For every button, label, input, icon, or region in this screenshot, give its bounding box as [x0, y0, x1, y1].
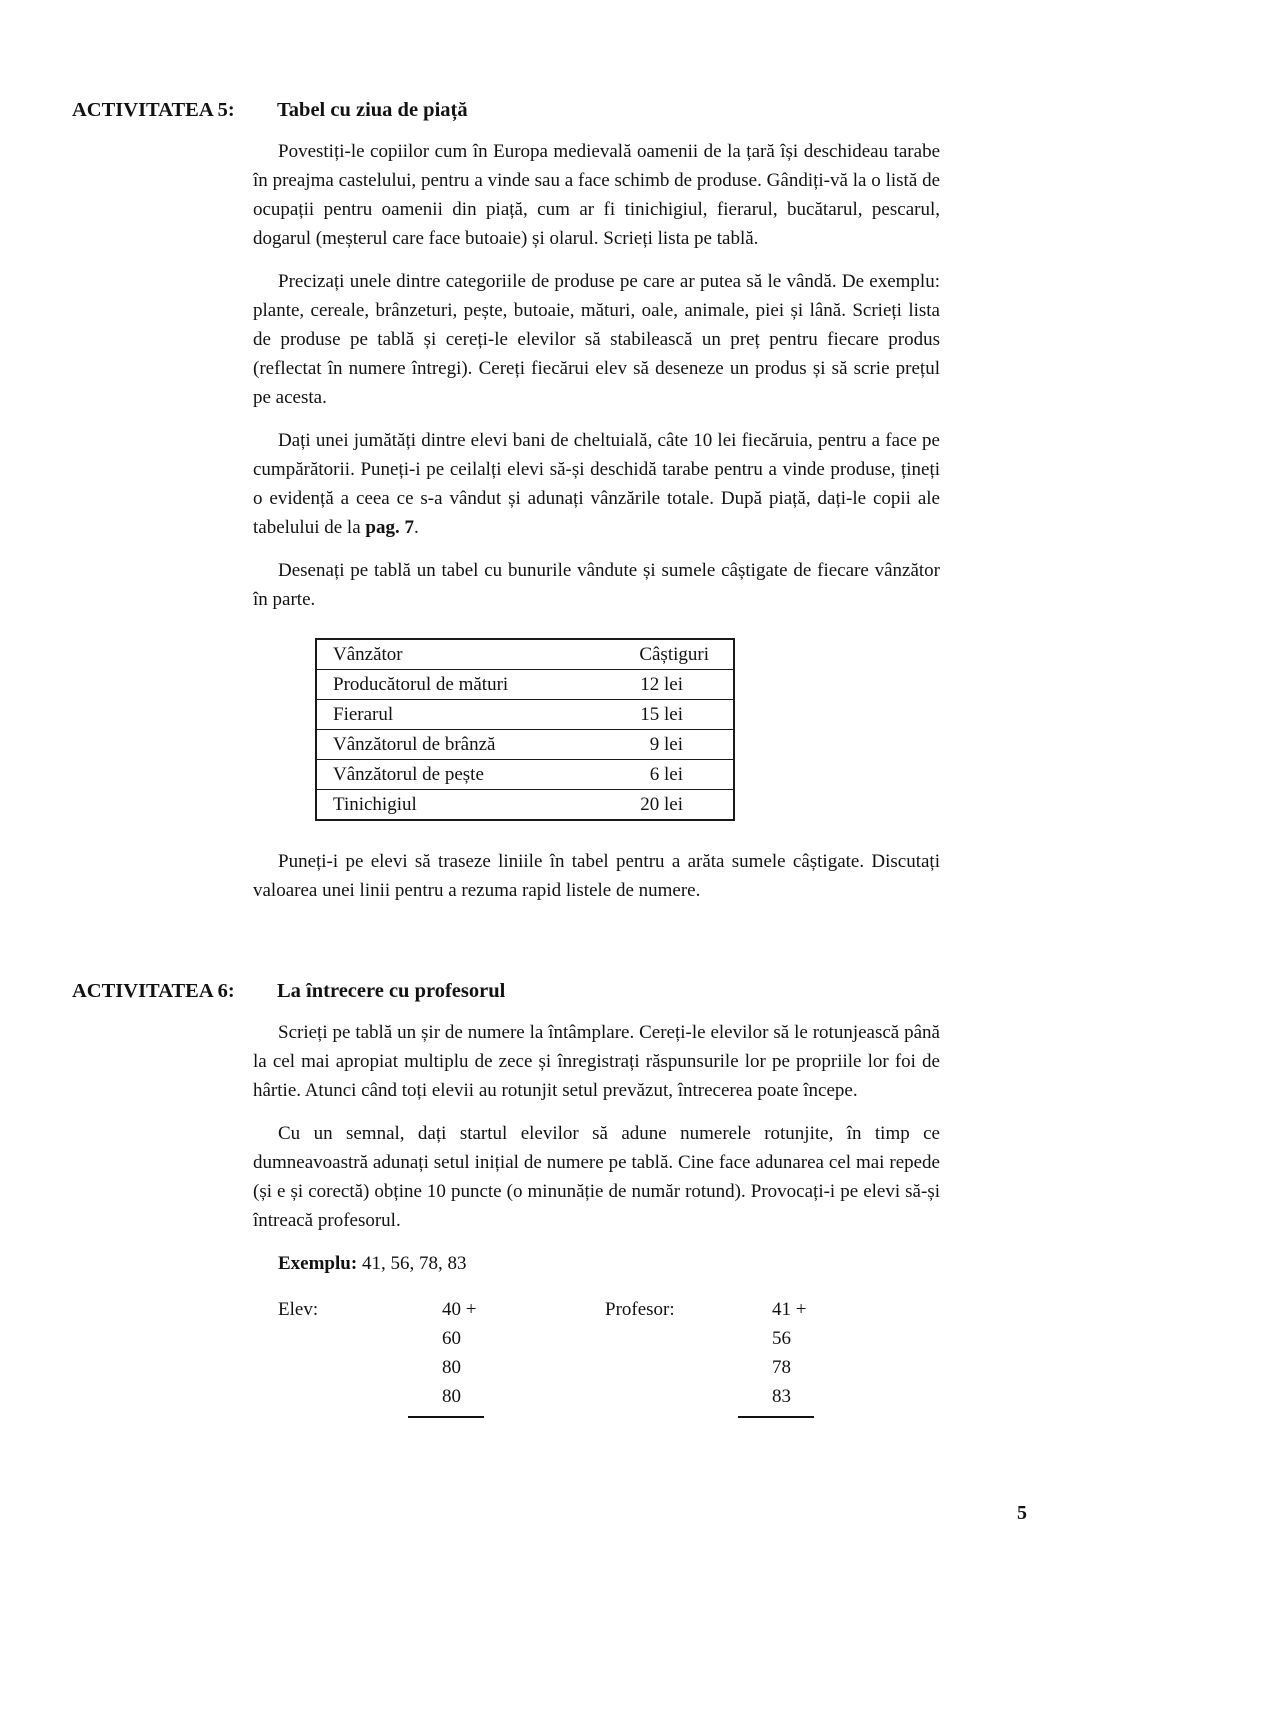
paragraph-race: Cu un semnal, dați startul elevilor să adune numerele rotunjite, în timp ce dumneavoastră adunați setul inițial de numere pe tablă. Cine face adunarea cel mai repede (și e și corectă) obține 10 puncte (o minunăție de număr rotund). Provocați-i pe elevi să-și întreacă profesorul. [253, 1123, 940, 1231]
paragraph-text: . [413, 517, 419, 538]
activity-5-label: ACTIVITATEA 5: [72, 99, 235, 121]
activity-6-title: La întrecere cu profesorul [277, 980, 506, 1002]
teacher-number-line: 78 [772, 1357, 791, 1378]
student-number-stack [408, 1295, 484, 1418]
teacher-number-stack [738, 1295, 814, 1418]
table-row [316, 790, 734, 821]
paragraph-money [253, 426, 940, 542]
column-header-seller: Vânzător [333, 644, 403, 665]
paragraph-rounding: Scrieți pe tablă un șir de numere la întâmplare. Cereți-le elevilor să le rotunjească până la cel mai apropiat multiplu de zece și înregistrați răspunsurile lor pe propriile lor foi de hârtie. Atunci când toți elevii au rotunjit setul prevăzut, întrecerea poate începe. [253, 1022, 940, 1101]
teacher-number-line: 41 + [772, 1299, 807, 1320]
earnings-cell: 15 lei [640, 704, 683, 725]
activity-5-heading [72, 96, 940, 125]
activity-6-section [72, 977, 940, 1418]
student-number-line: 80 [442, 1386, 461, 1407]
activity-5-section [72, 96, 940, 905]
example-numbers: 41, 56, 78, 83 [361, 1253, 467, 1274]
activity-6-label: ACTIVITATEA 6: [72, 980, 235, 1002]
teacher-column [605, 1295, 814, 1418]
student-column [278, 1295, 484, 1418]
paragraph-text: Dați unei jumătăți dintre elevi bani de cheltuială, câte 10 lei fiecăruia, pentru a face pe cumpărătorii. Puneți-i pe ceilalți elevi să-și deschidă tarabe pentru a vinde produse, țineți o evidență a ceea ce s-a vândut și adunați vânzările totale. După piață, dați-le copii ale tabelului de la [253, 430, 940, 538]
earnings-cell: 20 lei [640, 794, 683, 815]
seller-cell: Vânzătorul de brânză [333, 734, 496, 755]
seller-cell: Tinichigiul [333, 794, 417, 815]
paragraph-draw-table: Desenați pe tablă un tabel cu bunurile vândute și sumele câștigate de fiecare vânzător în parte. [253, 560, 940, 610]
teacher-label: Profesor: [605, 1299, 675, 1320]
teacher-number-line: 83 [772, 1386, 791, 1407]
example-line [278, 1249, 940, 1278]
table-header-row [316, 639, 734, 670]
table-row [316, 730, 734, 760]
table-row [316, 670, 734, 700]
earnings-table [315, 638, 735, 821]
addition-example [278, 1295, 940, 1418]
column-header-earnings: Câștiguri [639, 644, 709, 665]
table-row [316, 760, 734, 790]
example-label: Exemplu: [278, 1253, 358, 1274]
table-row [316, 700, 734, 730]
earnings-cell: 6 lei [649, 764, 683, 785]
paragraph-lines-discussion: Puneți-i pe elevi să traseze liniile în tabel pentru a arăta sumele câștigate. Discutați valoarea unei linii pentru a rezuma rapid listele de numere. [253, 851, 940, 901]
activity-5-title: Tabel cu ziua de piață [277, 99, 468, 121]
student-number-line: 60 [442, 1328, 461, 1349]
paragraph-market-intro: Povestiți-le copiilor cum în Europa medievală oamenii de la țară își deschideau tarabe în preajma castelului, pentru a vinde sau a face schimb de produse. Gândiți-vă la o listă de ocupații pentru oamenii din piață, cum ar fi tinichigiul, fierarul, bucătarul, pescarul, dogarul (meșterul care face butoaie) și olarul. Scrieți lista pe tablă. [253, 141, 940, 249]
paragraph-products: Precizați unele dintre categoriile de produse pe care ar putea să le vândă. De exemplu: plante, cereale, brânzeturi, pește, butoaie, mături, oale, animale, piei și lână. Scrieți lista de produse pe tablă și cereți-le elevilor să stabilească un preț pentru fiecare produs (reflectat în numere întregi). Cereți fiecărui elev să deseneze un produs și să scrie prețul pe acesta. [253, 271, 940, 408]
page-reference: pag. 7 [365, 517, 414, 538]
seller-cell: Producătorul de mături [333, 674, 509, 695]
student-number-line: 40 + [442, 1299, 477, 1320]
seller-cell: Fierarul [333, 704, 394, 725]
teacher-number-line: 56 [772, 1328, 791, 1349]
student-label: Elev: [278, 1299, 319, 1320]
activity-6-heading [72, 977, 940, 1006]
earnings-cell: 9 lei [649, 734, 683, 755]
student-sum-line [408, 1416, 484, 1418]
page-number: 5 [1017, 1502, 1027, 1524]
student-number-line: 80 [442, 1357, 461, 1378]
seller-cell: Vânzătorul de pește [333, 764, 484, 785]
teacher-sum-line [738, 1416, 814, 1418]
earnings-cell: 12 lei [640, 674, 683, 695]
